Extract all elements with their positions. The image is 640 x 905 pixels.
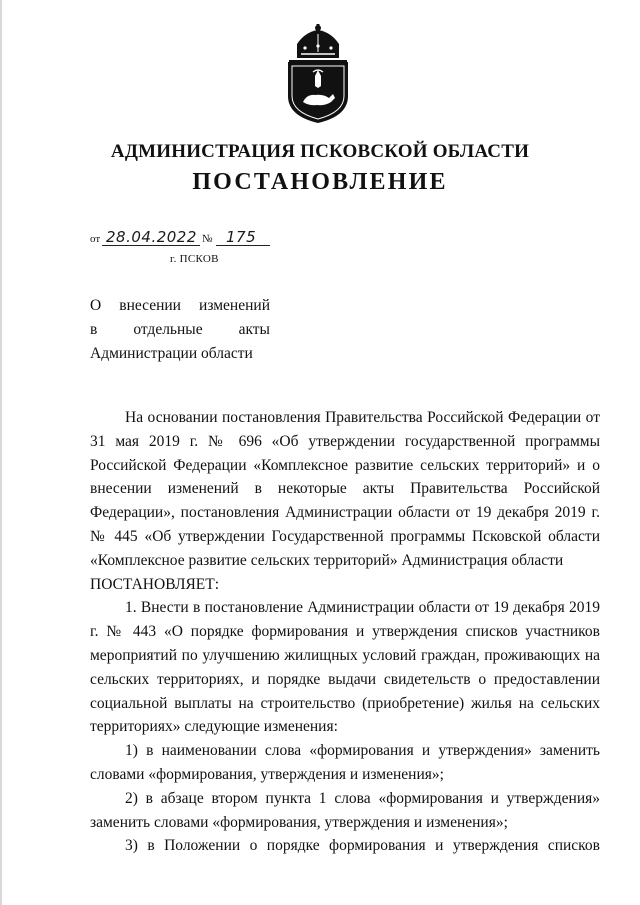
scan-edge (0, 0, 2, 905)
item-1-1-paragraph: 1) в наименовании слова «формирования и утверждения» заменить словами «формирования, утверждения и изменения»; (90, 742, 600, 783)
subject-word: О (90, 297, 102, 314)
document-subject (90, 294, 270, 366)
item-1-paragraph: 1. Внести в постановление Администрации области от 19 декабря 2019 г. № 443 «О порядке формирования и утверждения списков участников мероприятий по улучшению жилищных условий граждан, проживающих на сельских территориях, и порядке выдачи свидетельств о предоставлении социальной выплаты на строительство (приобретение) жилья на сельских территориях» следующие изменения: (90, 599, 600, 736)
resolves-paragraph: ПОСТАНОВЛЯЕТ: (90, 575, 220, 593)
number-prefix: № (202, 233, 213, 245)
organization-title: АДМИНИСТРАЦИЯ ПСКОВСКОЙ ОБЛАСТИ (110, 141, 530, 162)
preamble-paragraph: На основании постановления Правительства Российской Федерации от 31 мая 2019 г. № 696 «Об утверждении государственной программы Российской Федерации «Комплексное развитие сельских территорий» и о внесении изменений в некоторые акты Правительства Российской Федерации», постановления Администрации области от 19 декабря 2019 г. № 445 «Об утверждении Государственной программы Псковской области «Комплексное развитие сельских территорий» Администрация области (90, 409, 600, 569)
handwritten-date: 28.04.2022 (106, 228, 197, 246)
subject-word: отдельные (133, 321, 203, 338)
subject-line-1 (90, 294, 270, 318)
subject-word: внесении (119, 297, 181, 314)
subject-word: изменений (199, 297, 270, 314)
registration-line (90, 224, 280, 248)
document-type-title: ПОСТАНОВЛЕНИЕ (192, 169, 448, 195)
date-prefix: от (90, 233, 101, 245)
subject-word: акты (238, 321, 270, 338)
document-body (90, 406, 600, 858)
pskov-coat-of-arms-icon (283, 24, 353, 124)
subject-word: в (90, 321, 98, 338)
item-1-2-paragraph: 2) в абзаце втором пункта 1 слова «формирования и утверждения» заменить словами «формирования, утверждения и изменения»; (90, 789, 600, 831)
item-1-3-paragraph: 3) в Положении о порядке формирования и утверждения списков (125, 837, 600, 855)
handwritten-number: 175 (226, 228, 257, 246)
city-label: г. ПСКОВ (170, 253, 219, 265)
subject-line-3: Администрации области (90, 345, 253, 362)
subject-line-2 (90, 318, 270, 342)
